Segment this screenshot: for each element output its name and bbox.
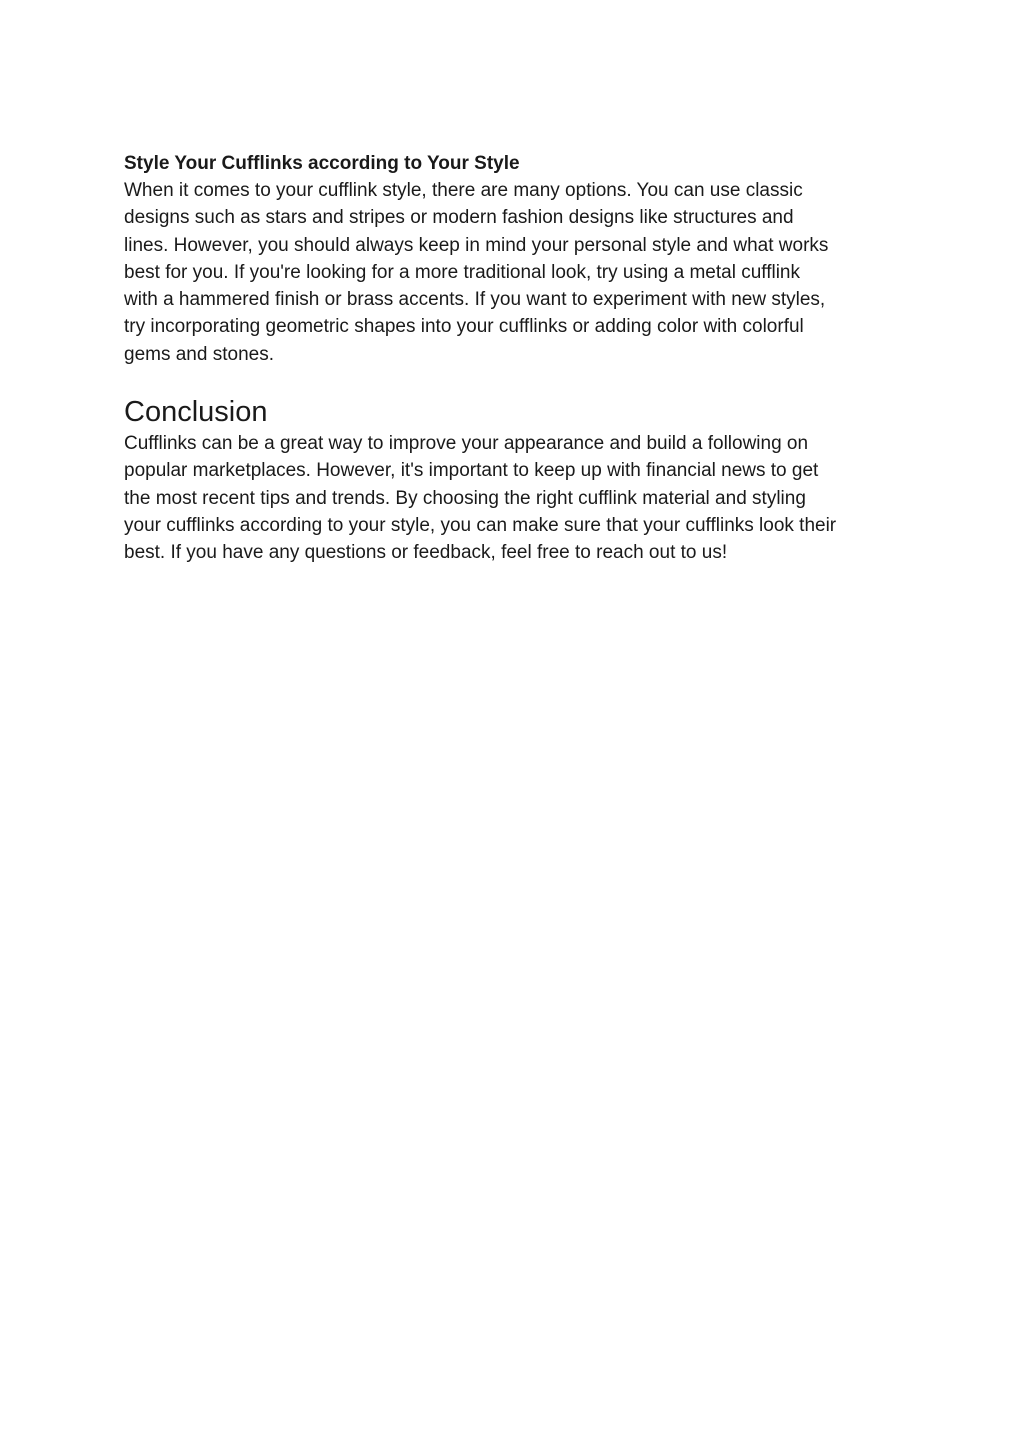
paragraph-line: designs such as stars and stripes or modern fashion designs like structures and xyxy=(124,207,794,229)
style-section-heading: Style Your Cufflinks according to Your Style xyxy=(124,153,520,174)
paragraph-line: gems and stones. xyxy=(124,343,274,365)
paragraph-line: best for you. If you're looking for a more traditional look, try using a metal cufflink xyxy=(124,261,800,283)
style-section-paragraph xyxy=(124,177,914,368)
paragraph-line: lines. However, you should always keep in mind your personal style and what works xyxy=(124,234,829,256)
conclusion-heading: Conclusion xyxy=(124,396,268,429)
paragraph-line: your cufflinks according to your style, you can make sure that your cufflinks look their xyxy=(124,514,837,536)
paragraph-line: the most recent tips and trends. By choosing the right cufflink material and styling xyxy=(124,487,806,509)
conclusion-paragraph xyxy=(124,430,914,566)
paragraph-line: try incorporating geometric shapes into your cufflinks or adding color with colorful xyxy=(124,316,804,338)
paragraph-line: best. If you have any questions or feedback, feel free to reach out to us! xyxy=(124,542,728,564)
paragraph-line: Cufflinks can be a great way to improve your appearance and build a following on xyxy=(124,433,809,455)
paragraph-line: When it comes to your cufflink style, there are many options. You can use classic xyxy=(124,180,803,201)
paragraph-line: with a hammered finish or brass accents. If you want to experiment with new styles, xyxy=(124,289,826,311)
document-page xyxy=(124,150,914,567)
paragraph-line: popular marketplaces. However, it's important to keep up with financial news to get xyxy=(124,460,819,482)
